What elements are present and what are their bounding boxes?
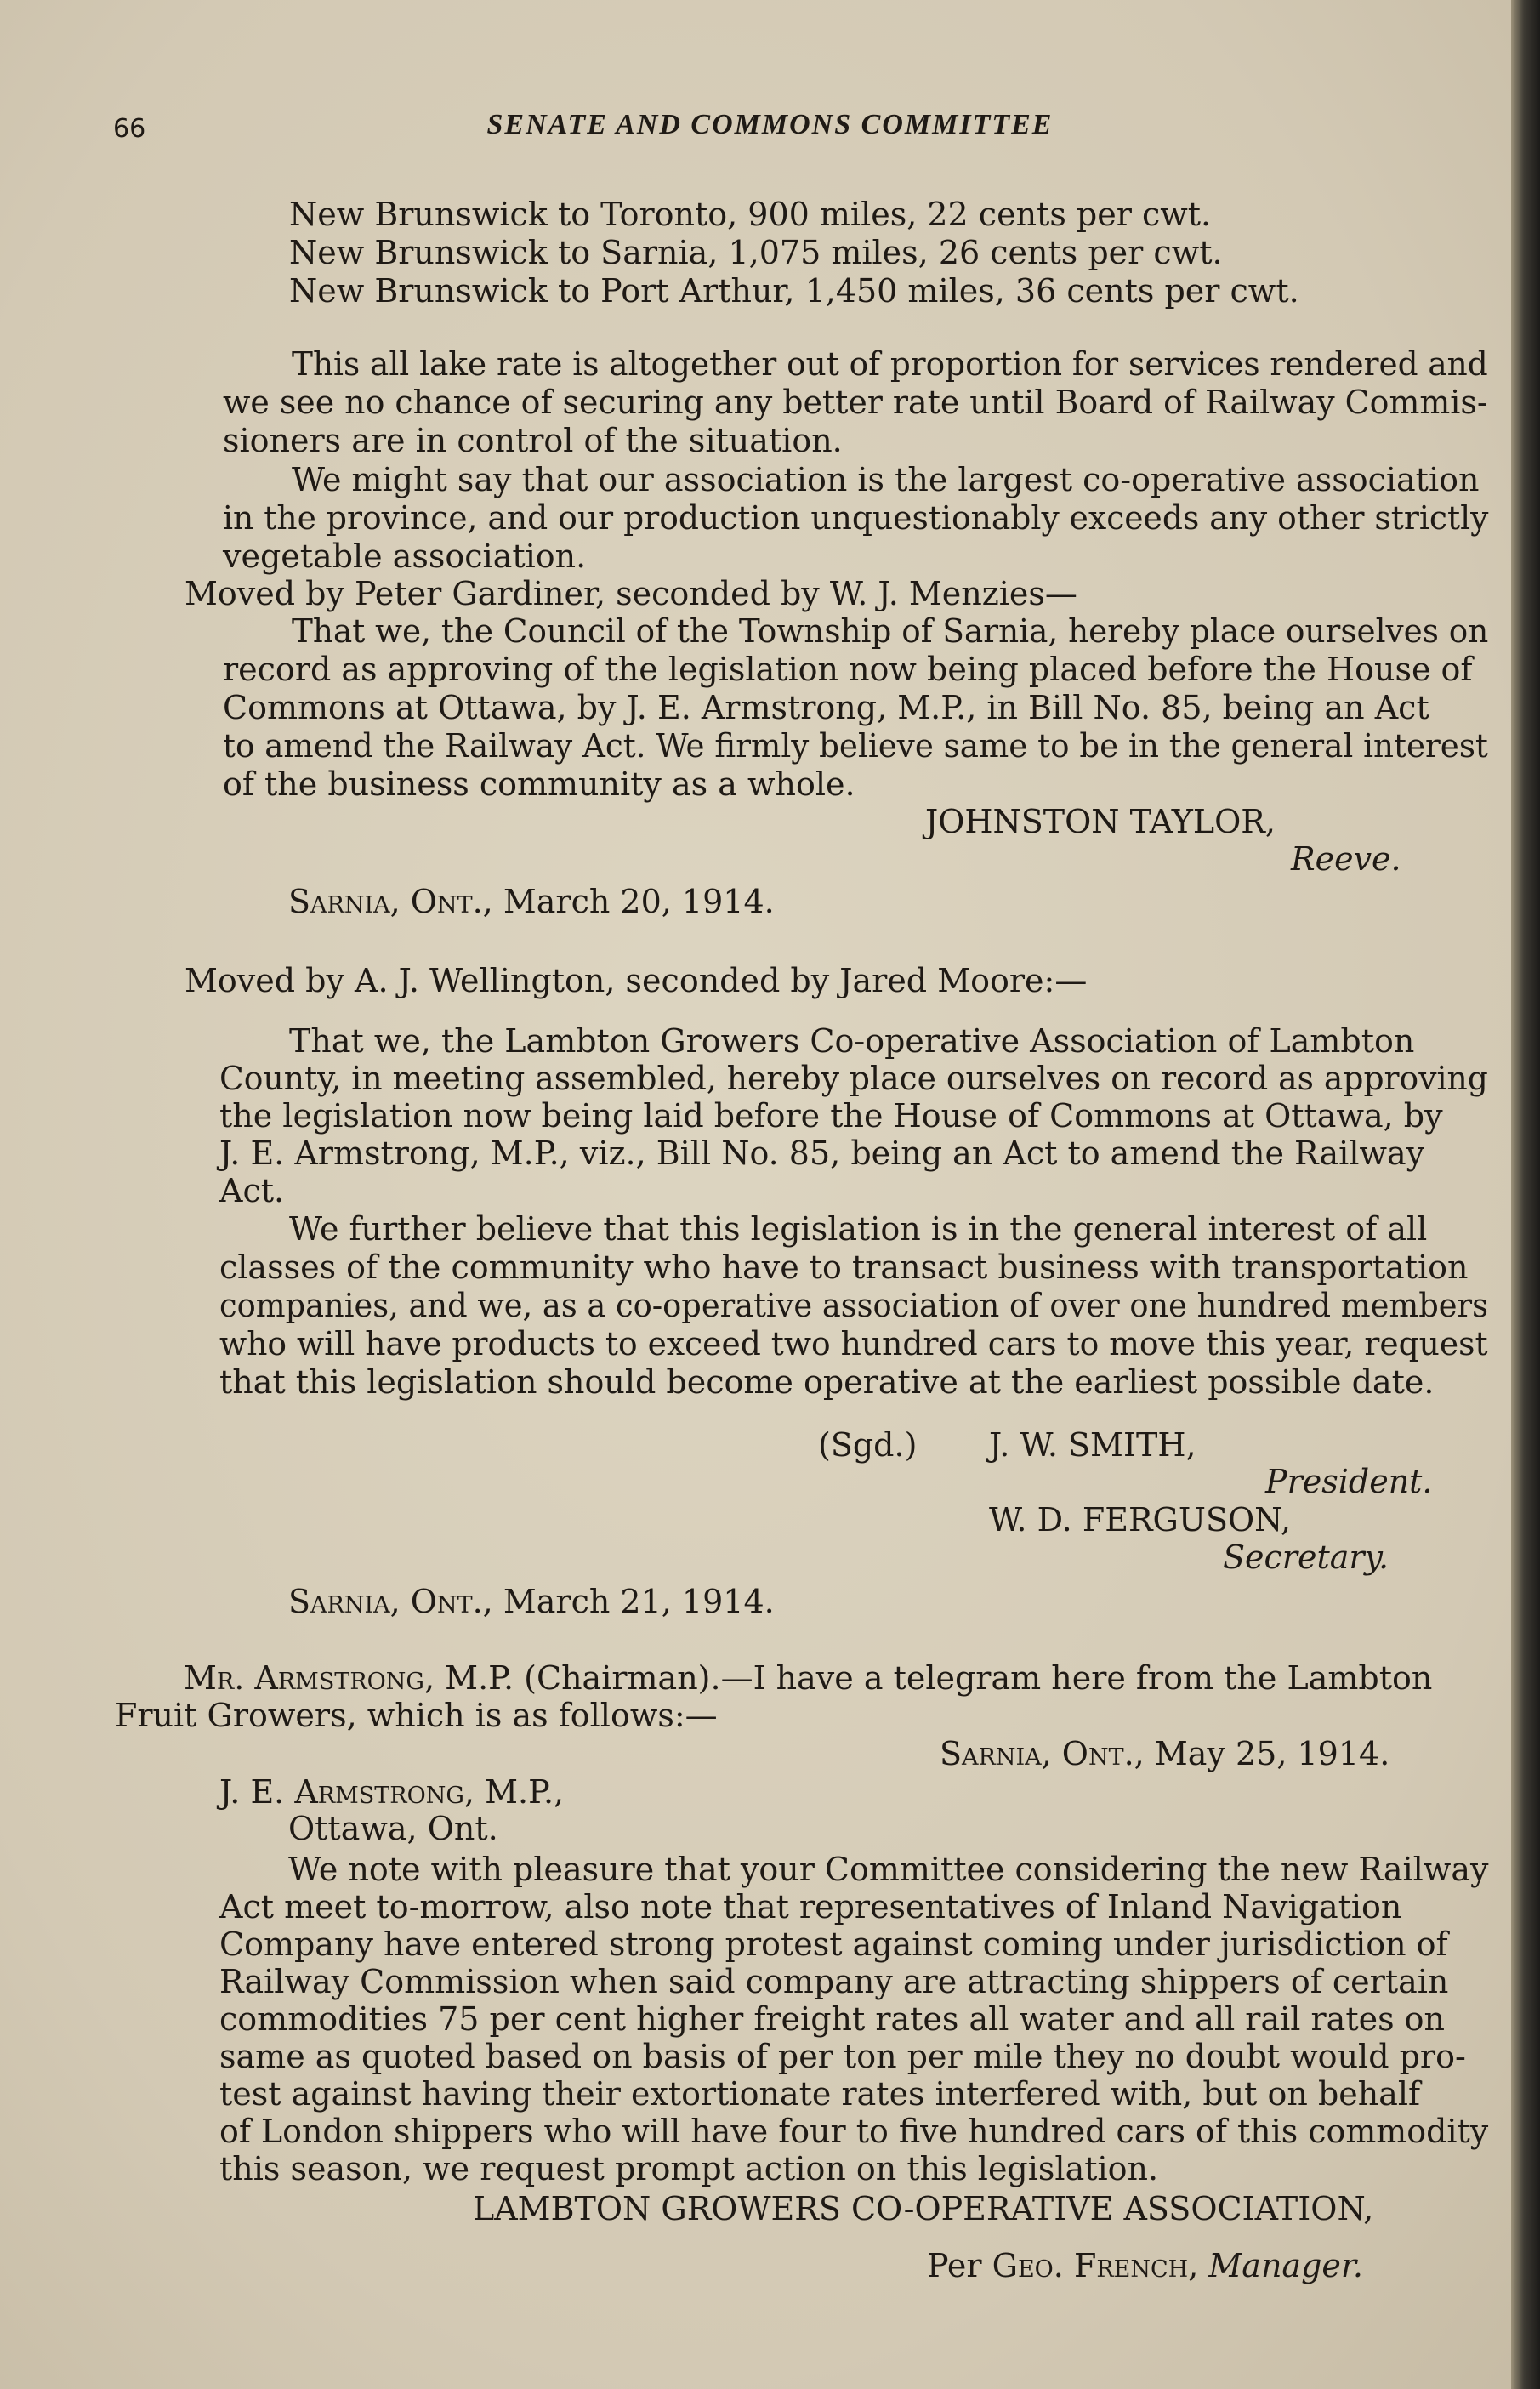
signer-name: W. D. FERGUSON,: [989, 1501, 1292, 1539]
telegram-place: Sarnia, Ont.,: [940, 1735, 1145, 1772]
dateline-date: March 20, 1914.: [503, 883, 775, 920]
paragraph-line: we see no chance of securing any better rate until Board of Railway Commis-: [223, 384, 1488, 421]
motion-text-line: to amend the Railway Act. We firmly believe same to be in the general interest: [223, 727, 1488, 765]
paragraph-line: We might say that our association is the largest co-operative association: [292, 461, 1480, 498]
rate-line: New Brunswick to Toronto, 900 miles, 22 cents per cwt.: [289, 196, 1212, 233]
signer-title: Reeve.: [1291, 840, 1401, 878]
chairman-statement-line: Fruit Growers, which is as follows:—: [115, 1697, 718, 1734]
motion-text-line: classes of the community who have to transact business with transportation: [219, 1249, 1469, 1286]
manager-signature: [927, 2247, 1363, 2284]
telegram-body-line: We note with pleasure that your Committee considering the new Railway: [288, 1851, 1489, 1888]
addressee-name: J. E. Armstrong,: [219, 1773, 475, 1811]
speaker-name: Mr. Armstrong,: [184, 1659, 435, 1697]
telegram-body-line: of London shippers who will have four to five hundred cars of this commodity: [219, 2113, 1489, 2150]
telegram-body-line: Company have entered strong protest against coming under jurisdiction of: [219, 1925, 1448, 1963]
signer-name: JOHNSTON TAYLOR,: [925, 803, 1276, 840]
signer-name: J. W. SMITH,: [989, 1426, 1196, 1464]
motion-text-line: That we, the Lambton Growers Co-operative Association of Lambton: [289, 1022, 1415, 1060]
paragraph-line: vegetable association.: [223, 538, 587, 575]
motion-text-line: We further believe that this legislation is in the general interest of all: [289, 1210, 1428, 1248]
telegram-body-line: this season, we request prompt action on this legislation.: [219, 2150, 1159, 2187]
telegram-body-line: test against having their extortionate rates interfered with, but on behalf: [219, 2075, 1421, 2113]
signer-title: President.: [1265, 1463, 1433, 1500]
motion-heading: Moved by Peter Gardiner, seconded by W. J. Menzies—: [185, 575, 1077, 612]
telegram-body-line: Act meet to-morrow, also note that representatives of Inland Navigation: [219, 1888, 1402, 1925]
motion-heading: Moved by A. J. Wellington, seconded by Jared Moore:—: [185, 962, 1088, 999]
telegram-body-line: commodities 75 per cent higher freight rates all water and all rail rates on: [219, 2000, 1446, 2038]
telegram-body-line: same as quoted based on basis of per ton per mile they no doubt would pro-: [219, 2038, 1466, 2075]
page-number: 66: [113, 114, 146, 144]
organization-signature: LAMBTON GROWERS CO-OPERATIVE ASSOCIATION,: [473, 2190, 1374, 2227]
paragraph-line: in the province, and our production unquestionably exceeds any other strictly: [223, 499, 1489, 537]
dateline: [288, 883, 775, 920]
running-title: SENATE AND COMMONS COMMITTEE: [486, 109, 1054, 140]
per-label: Per: [927, 2247, 982, 2284]
motion-text-line: J. E. Armstrong, M.P., viz., Bill No. 85, being an Act to amend the Railway: [219, 1135, 1425, 1172]
motion-text-line: County, in meeting assembled, hereby place ourselves on record as approving: [219, 1060, 1488, 1097]
addressee-suffix: M.P.,: [485, 1773, 565, 1811]
motion-text-line: Commons at Ottawa, by J. E. Armstrong, M.P., in Bill No. 85, being an Act: [223, 689, 1429, 726]
motion-text-line: That we, the Council of the Township of Sarnia, hereby place ourselves on: [292, 612, 1489, 650]
paragraph-line: sioners are in control of the situation.: [223, 422, 843, 459]
motion-text-line: record as approving of the legislation now being placed before the House of: [223, 651, 1473, 688]
telegram-dateline: [940, 1735, 1389, 1772]
telegram-date: May 25, 1914.: [1154, 1735, 1390, 1772]
telegram-city: Ottawa, Ont.: [288, 1810, 498, 1847]
manager-title: Manager.: [1208, 2247, 1363, 2284]
telegram-addressee: [219, 1773, 564, 1811]
chairman-statement-line: [184, 1659, 1432, 1697]
motion-text-line: the legislation now being laid before the House of Commons at Ottawa, by: [219, 1097, 1443, 1135]
dateline-place: Sarnia, Ont.,: [288, 1583, 493, 1620]
motion-text-line: who will have products to exceed two hundred cars to move this year, request: [219, 1325, 1488, 1362]
signer-title: Secretary.: [1223, 1539, 1389, 1576]
motion-text-line: Act.: [219, 1172, 285, 1209]
motion-text-line: of the business community as a whole.: [223, 765, 855, 803]
motion-text-line: that this legislation should become operative at the earliest possible date.: [219, 1363, 1435, 1401]
signed-marker: (Sgd.): [818, 1426, 918, 1464]
statement-text: M.P. (Chairman).—I have a telegram here from the Lambton: [445, 1659, 1433, 1697]
rate-line: New Brunswick to Port Arthur, 1,450 miles, 36 cents per cwt.: [289, 272, 1299, 310]
manager-name: Geo. French,: [992, 2247, 1199, 2284]
telegram-body-line: Railway Commission when said company are attracting shippers of certain: [219, 1963, 1449, 2000]
dateline: [288, 1583, 775, 1620]
book-binding-edge: [1511, 0, 1540, 2389]
paragraph-line: This all lake rate is altogether out of proportion for services rendered and: [292, 345, 1488, 383]
rate-line: New Brunswick to Sarnia, 1,075 miles, 26 cents per cwt.: [289, 234, 1223, 271]
dateline-date: March 21, 1914.: [503, 1583, 775, 1620]
dateline-place: Sarnia, Ont.,: [288, 883, 493, 920]
motion-text-line: companies, and we, as a co-operative association of over one hundred members: [219, 1287, 1488, 1324]
